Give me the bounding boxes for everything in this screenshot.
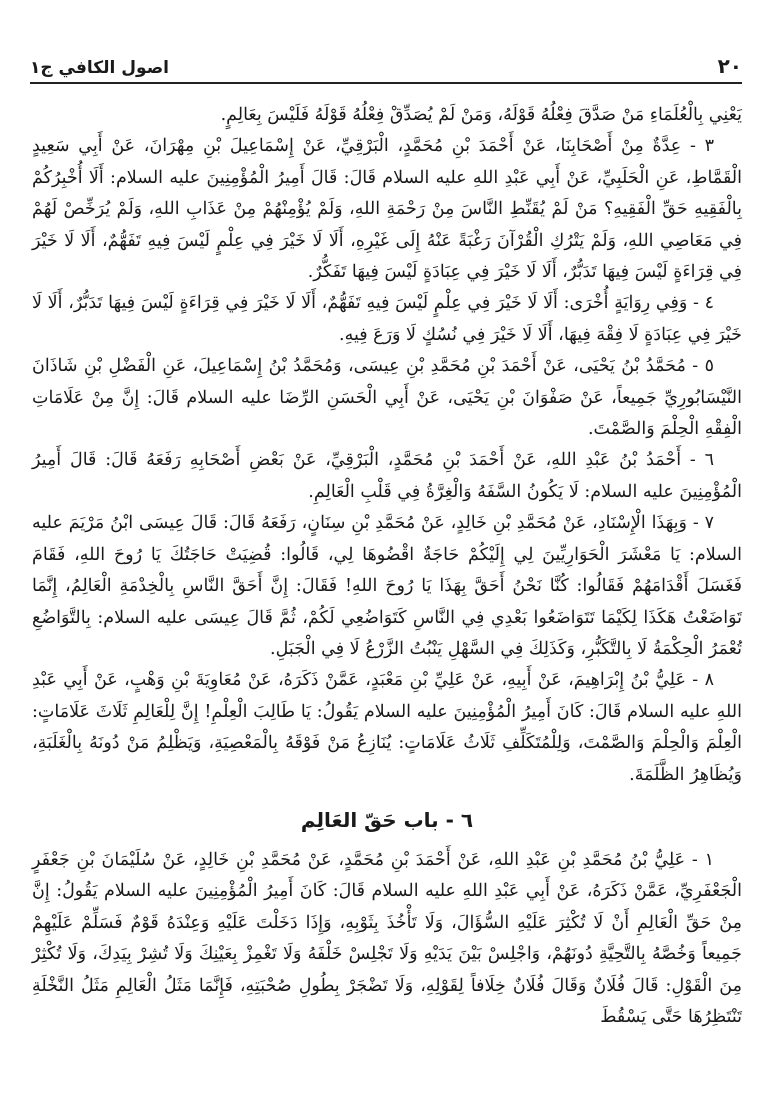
chapter-heading: ٦ - باب حَقّ العَالِم xyxy=(300,807,474,832)
hadith-6: ٦ - أَحْمَدُ بْنُ عَبْدِ اللهِ، عَنْ أَحْمَدَ بْنِ مُحَمَّدٍ، الْبَرْقِيِّ، عَنْ بَعْضِ أَصْحَابِهِ رَفَعَهُ قَالَ: قَالَ أَمِيرُ الْمُؤْمِنِينَ عليه السلام: لَا يَكُونُ السَّفَهُ وَالْغِرَّةُ فِي قَلْبِ الْعَالِمِ. xyxy=(32,450,742,502)
chapter-hadith-1: ١ - عَلِيُّ بْنُ مُحَمَّدِ بْنِ عَبْدِ اللهِ، عَنْ أَحْمَدَ بْنِ مُحَمَّدٍ، عَنْ مُحَمَّدِ بْنِ خَالِدٍ، عَنْ سُلَيْمَانَ بْنِ جَعْفَرٍ الْجَعْفَرِيِّ، عَمَّنْ ذَكَرَهُ، عَنْ أَبِي عَبْدِ اللهِ عليه السلام قَالَ: كَانَ أَمِيرُ الْمُؤْمِنِينَ عليه السلام يَقُولُ: إِنَّ مِنْ حَقِّ الْعَالِمِ أَنْ لَا تُكْثِرَ عَلَيْهِ السُّؤَالَ، وَلَا تَأْخُذَ بِثَوْبِهِ، وَإِذَا دَخَلْتَ عَلَيْهِ وَعِنْدَهُ قَوْمٌ فَسَلِّمْ عَلَيْهِمْ جَمِيعاً وَخُصَّهُ بِالتَّحِيَّةِ دُونَهُمْ، وَاجْلِسْ بَيْنَ يَدَيْهِ وَلَا تَجْلِسْ خَلْفَهُ وَلَا تَغْمِزْ بِعَيْنِكَ وَلَا تُشِرْ بِيَدِكَ، وَلَا تُكْثِرْ مِنَ الْقَوْلِ: قَالَ فُلَانٌ وَقَالَ فُلَانٌ خِلَافاً لِقَوْلِهِ، وَلَا تَضْجَرْ بِطُولِ صُحْبَتِهِ، فَإِنَّمَا مَثَلُ الْعَالِمِ مَثَلُ النَّخْلَةِ تَنْتَظِرُهَا حَتَّى يَسْقُطَ xyxy=(32,849,742,1027)
page-body xyxy=(32,100,742,1033)
paragraph-continuation: يَعْنِي بِالْعُلَمَاءِ مَنْ صَدَّقَ فِعْلُهُ قَوْلَهُ، وَمَنْ لَمْ يُصَدِّقْ فِعْلُهُ قَوْلَهُ فَلَيْسَ بِعَالِمٍ. xyxy=(220,105,742,125)
book-title: اصول الكافي ج١ xyxy=(30,58,169,78)
hadith-7: ٧ - وَبِهَذَا الْإِسْنَادِ، عَنْ مُحَمَّدِ بْنِ خَالِدٍ، عَنْ مُحَمَّدِ بْنِ سِنَانٍ، رَفَعَهُ قَالَ: قَالَ عِيسَى ابْنُ مَرْيَمَ عليه السلام: يَا مَعْشَرَ الْحَوَارِيِّينَ لِي إِلَيْكُمْ حَاجَةٌ اقْضُوهَا لِي، قَالُوا: قُضِيَتْ حَاجَتُكَ يَا رُوحَ اللهِ، فَقَامَ فَغَسَلَ أَقْدَامَهُمْ فَقَالُوا: كُنَّا نَحْنُ أَحَقَّ بِهَذَا يَا رُوحَ اللهِ! فَقَالَ: إِنَّ أَحَقَّ النَّاسِ بِالْخِدْمَةِ الْعَالِمُ، إِنَّمَا تَوَاضَعْتُ هَكَذَا لِكَيْمَا تَتَوَاضَعُوا بَعْدِي فِي النَّاسِ كَتَوَاضُعِي لَكُمْ، ثُمَّ قَالَ عِيسَى عليه السلام: بِالتَّوَاضُعِ تُعْمَرُ الْحِكْمَةُ لَا بِالتَّكَبُّرِ، وَكَذَلِكَ فِي السَّهْلِ يَنْبُتُ الزَّرْعُ لَا فِي الْجَبَلِ. xyxy=(32,513,742,659)
page-number: ٢٠ xyxy=(717,54,742,78)
page-header xyxy=(30,38,742,84)
hadith-8: ٨ - عَلِيُّ بْنُ إِبْرَاهِيمَ، عَنْ أَبِيهِ، عَنْ عَلِيِّ بْنِ مَعْبَدٍ، عَمَّنْ ذَكَرَهُ، عَنْ مُعَاوِيَةَ بْنِ وَهْبٍ، عَنْ أَبِي عَبْدِ اللهِ عليه السلام قَالَ: كَانَ أَمِيرُ الْمُؤْمِنِينَ عليه السلام يَقُولُ: يَا طَالِبَ الْعِلْمِ! إِنَّ لِلْعَالِمِ ثَلَاثَ عَلَامَاتٍ: الْعِلْمَ وَالْحِلْمَ وَالصَّمْتَ، وَلِلْمُتَكَلِّفِ ثَلَاثُ عَلَامَاتٍ: يُنَازِعُ مَنْ فَوْقَهُ بِالْمَعْصِيَةِ، وَيَظْلِمُ مَنْ دُونَهُ بِالْغَلَبَةِ، وَيُظَاهِرُ الظَّلَمَةَ. xyxy=(32,670,742,785)
hadith-3: ٣ - عِدَّةٌ مِنْ أَصْحَابِنَا، عَنْ أَحْمَدَ بْنِ مُحَمَّدٍ، الْبَرْقِيِّ، عَنْ إِسْمَاعِيلَ بْنِ مِهْرَانَ، عَنْ أَبِي سَعِيدٍ الْقَمَّاطِ، عَنِ الْحَلَبِيِّ، عَنْ أَبِي عَبْدِ اللهِ عليه السلام قَالَ: قَالَ أَمِيرُ الْمُؤْمِنِينَ عليه السلام: أَلَا أُخْبِرُكُمْ بِالْفَقِيهِ حَقِّ الْفَقِيهِ؟ مَنْ لَمْ يُقَنِّطِ النَّاسَ مِنْ رَحْمَةِ اللهِ، وَلَمْ يُؤْمِنْهُمْ مِنْ عَذَابِ اللهِ، وَلَمْ يُرَخِّصْ لَهُمْ فِي مَعَاصِي اللهِ، وَلَمْ يَتْرُكِ الْقُرْآنَ رَغْبَةً عَنْهُ إِلَى غَيْرِهِ، أَلَا لَا خَيْرَ فِي عِلْمٍ لَيْسَ فِيهِ تَفَهُّمٌ، أَلَا لَا خَيْرَ فِي قِرَاءَةٍ لَيْسَ فِيهَا تَدَبُّرٌ، أَلَا لَا خَيْرَ فِي عِبَادَةٍ لَيْسَ فِيهَا تَفَكُّرٌ. xyxy=(32,136,742,283)
hadith-5: ٥ - مُحَمَّدُ بْنُ يَحْيَى، عَنْ أَحْمَدَ بْنِ مُحَمَّدِ بْنِ عِيسَى، وَمُحَمَّدُ بْنُ إِسْمَاعِيلَ، عَنِ الْفَضْلِ بْنِ شَاذَانَ النَّيْسَابُورِيِّ جَمِيعاً، عَنْ صَفْوَانَ بْنِ يَحْيَى، عَنْ أَبِي الْحَسَنِ الرِّضَا عليه السلام قَالَ: إِنَّ مِنْ عَلَامَاتِ الْفِقْهِ الْحِلْمَ وَالصَّمْتَ. xyxy=(32,356,742,440)
hadith-4: ٤ - وَفِي رِوَايَةٍ أُخْرَى: أَلَا لَا خَيْرَ فِي عِلْمٍ لَيْسَ فِيهِ تَفَهُّمٌ، أَلَا لَا خَيْرَ فِي قِرَاءَةٍ لَيْسَ فِيهَا تَدَبُّرٌ، أَلَا لَا خَيْرَ فِي عِبَادَةٍ لَا فِقْهَ فِيهَا، أَلَا لَا خَيْرَ فِي نُسُكٍ لَا وَرَعَ فِيهِ. xyxy=(32,293,742,345)
